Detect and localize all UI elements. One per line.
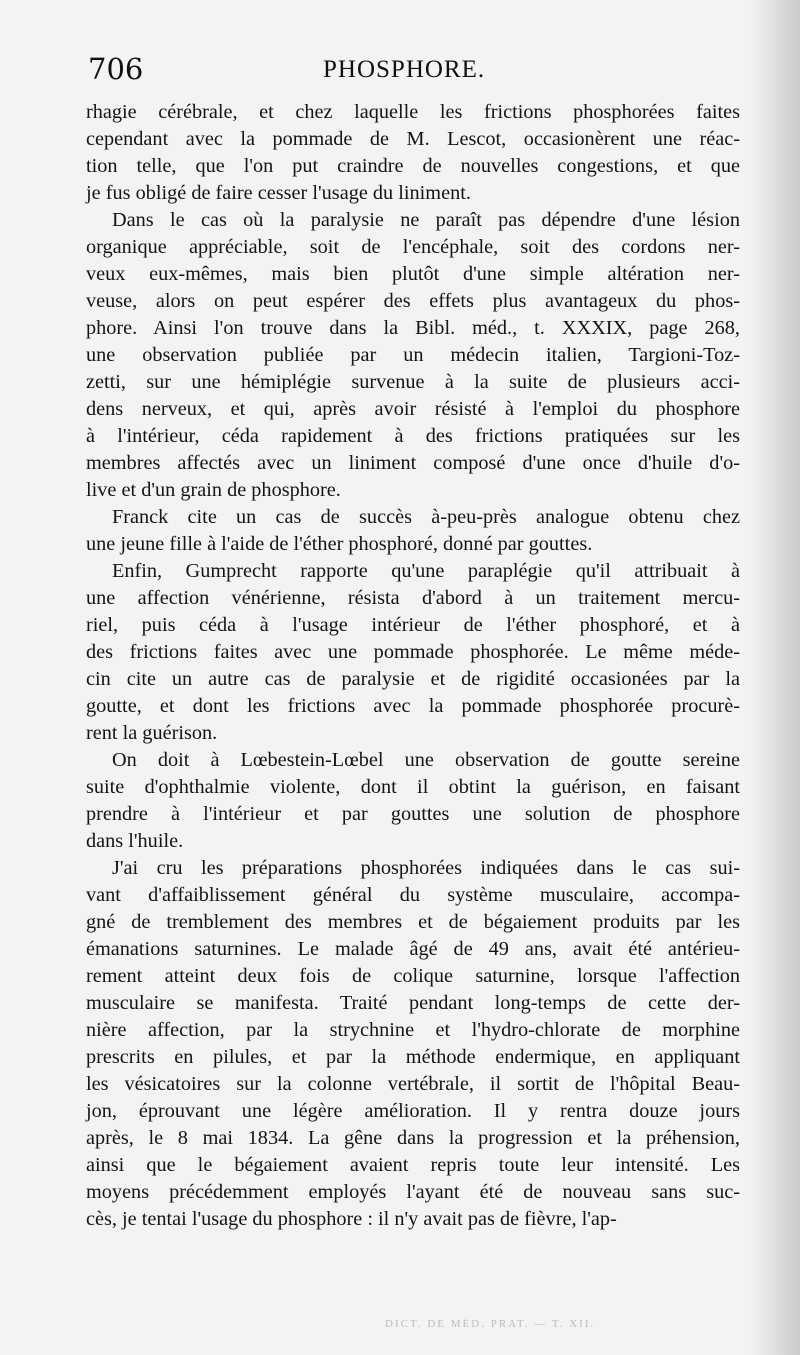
paragraph	[86, 558, 740, 747]
text-line: cès, je tentai l'usage du phosphore : il n'y avait pas de fièvre, l'ap-	[86, 1208, 617, 1230]
text-line: rent la guérison.	[86, 722, 218, 744]
text-line: dans l'huile.	[86, 830, 184, 852]
text-line: Enfin, Gumprecht rapporte qu'une paraplégie qu'il attribuait à	[112, 560, 740, 582]
text-line: émanations saturnines. Le malade âgé de 49 ans, avait été antérieu-	[86, 938, 740, 960]
paragraph	[86, 504, 740, 558]
paragraph	[86, 747, 740, 855]
text-line: dens nerveux, et qui, après avoir résisté à l'emploi du phosphore	[86, 398, 740, 420]
text-line: une jeune fille à l'aide de l'éther phosphoré, donné par gouttes.	[86, 533, 593, 555]
text-line: On doit à Lœbestein-Lœbel une observation de goutte sereine	[112, 749, 740, 771]
text-line: une observation publiée par un médecin italien, Targioni-Toz-	[86, 344, 740, 366]
text-line: membres affectés avec un liniment composé d'une once d'huile d'o-	[86, 452, 740, 474]
text-line: vant d'affaiblissement général du système musculaire, accompa-	[86, 884, 740, 906]
text-line: à l'intérieur, céda rapidement à des frictions pratiquées sur les	[86, 425, 740, 447]
text-line: Franck cite un cas de succès à-peu-près analogue obtenu chez	[112, 506, 740, 528]
text-line: une affection vénérienne, résista d'abord à un traitement mercu-	[86, 587, 740, 609]
text-line: après, le 8 mai 1834. La gêne dans la progression et la préhension,	[86, 1127, 740, 1149]
paragraph	[86, 207, 740, 504]
page-header	[88, 50, 738, 92]
body-text	[86, 99, 740, 1233]
text-line: prescrits en pilules, et par la méthode endermique, en appliquant	[86, 1046, 740, 1068]
text-line: rement atteint deux fois de colique saturnine, lorsque l'affection	[86, 965, 740, 987]
text-line: musculaire se manifesta. Traité pendant long-temps de cette der-	[86, 992, 740, 1014]
text-line: nière affection, par la strychnine et l'hydro-chlorate de morphine	[86, 1019, 740, 1041]
page-number: 706	[88, 52, 144, 86]
text-line: rhagie cérébrale, et chez laquelle les frictions phosphorées faites	[86, 101, 740, 123]
text-line: ainsi que le bégaiement avaient repris toute leur intensité. Les	[86, 1154, 740, 1176]
text-line: J'ai cru les préparations phosphorées indiquées dans le cas sui-	[112, 857, 740, 879]
text-line: des frictions faites avec une pommade phosphorée. Le même méde-	[86, 641, 740, 663]
text-line: goutte, et dont les frictions avec la pommade phosphorée procurè-	[86, 695, 740, 717]
paragraph	[86, 855, 740, 1233]
text-line: gné de tremblement des membres et de bégaiement produits par les	[86, 911, 740, 933]
text-line: les vésicatoires sur la colonne vertébrale, il sortit de l'hôpital Beau-	[86, 1073, 740, 1095]
text-line: riel, puis céda à l'usage intérieur de l'éther phosphoré, et à	[86, 614, 740, 636]
text-line: zetti, sur une hémiplégie survenue à la suite de plusieurs acci-	[86, 371, 740, 393]
text-line: Dans le cas où la paralysie ne paraît pas dépendre d'une lésion	[112, 209, 740, 231]
text-line: suite d'ophthalmie violente, dont il obtint la guérison, en faisant	[86, 776, 740, 798]
text-line: live et d'un grain de phosphore.	[86, 479, 341, 501]
text-line: jon, éprouvant une légère amélioration. Il y rentra douze jours	[86, 1100, 740, 1122]
text-line: cin cite un autre cas de paralysie et de rigidité occasionées par la	[86, 668, 740, 690]
text-line: veux eux-mêmes, mais bien plutôt d'une simple altération ner-	[86, 263, 740, 285]
running-title: PHOSPHORE.	[323, 56, 486, 83]
text-line: moyens précédemment employés l'ayant été de nouveau sans suc-	[86, 1181, 740, 1203]
text-line: phore. Ainsi l'on trouve dans la Bibl. méd., t. XXXIX, page 268,	[86, 317, 740, 339]
footer-signature: DICT. DE MÉD. PRAT. — T. XII.	[385, 1318, 596, 1330]
paragraph	[86, 99, 740, 207]
text-line: veuse, alors on peut espérer des effets plus avantageux du phos-	[86, 290, 740, 312]
text-line: cependant avec la pommade de M. Lescot, occasionèrent une réac-	[86, 128, 740, 150]
text-line: prendre à l'intérieur et par gouttes une solution de phosphore	[86, 803, 740, 825]
text-line: tion telle, que l'on put craindre de nouvelles congestions, et que	[86, 155, 740, 177]
text-line: je fus obligé de faire cesser l'usage du liniment.	[86, 182, 471, 204]
text-line: organique appréciable, soit de l'encéphale, soit des cordons ner-	[86, 236, 740, 258]
